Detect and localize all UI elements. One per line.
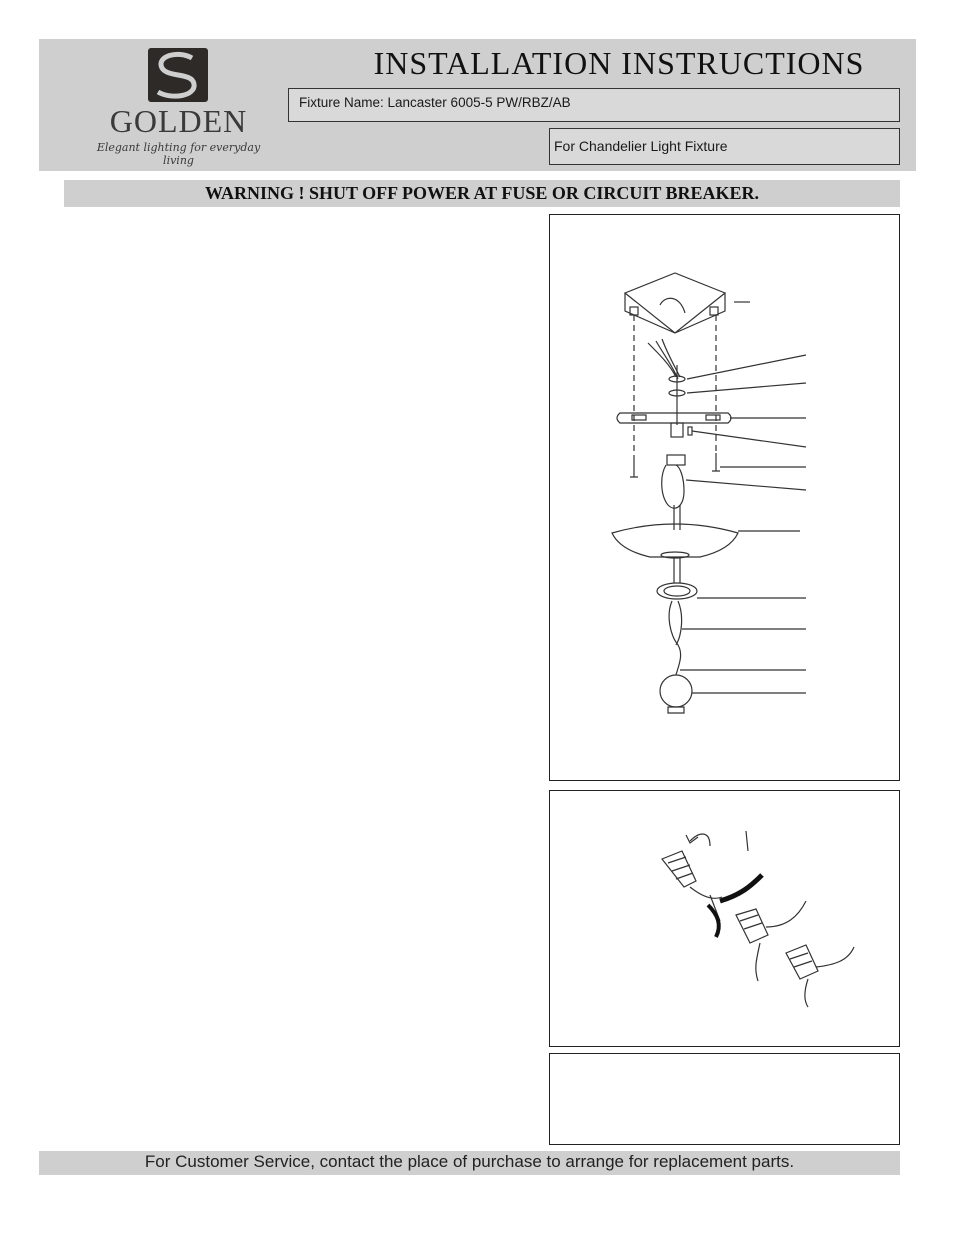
power-warning: WARNING ! SHUT OFF POWER AT FUSE OR CIRCUIT BREAKER.	[64, 180, 900, 207]
outlet-box-icon	[625, 273, 725, 333]
notes-panel	[549, 1053, 900, 1145]
assembly-diagram-panel	[549, 214, 900, 781]
customer-service-footer: For Customer Service, contact the place of purchase to arrange for replacement parts.	[39, 1151, 900, 1175]
supply-wires-icon	[648, 339, 680, 379]
golden-s-logo-icon	[148, 48, 208, 102]
brand-tagline: Elegant lighting for everyday living	[96, 141, 261, 167]
chandelier-assembly-diagram	[550, 215, 901, 782]
fixture-type-field: For Chandelier Light Fixture	[549, 128, 900, 165]
wire-nut-icon-3	[786, 945, 818, 979]
chain-icon	[662, 465, 684, 508]
golden-logo	[91, 45, 266, 165]
chain-link-icon	[660, 675, 692, 707]
wiring-diagram-panel	[549, 790, 900, 1047]
wire-connector-diagram	[550, 791, 901, 1048]
twist-arrow-icon	[686, 834, 710, 846]
brand-name: GOLDEN	[109, 103, 248, 139]
header-banner	[39, 39, 916, 171]
document-title: INSTALLATION INSTRUCTIONS	[373, 45, 865, 81]
fixture-name-field: Fixture Name: Lancaster 6005-5 PW/RBZ/AB	[288, 88, 900, 122]
